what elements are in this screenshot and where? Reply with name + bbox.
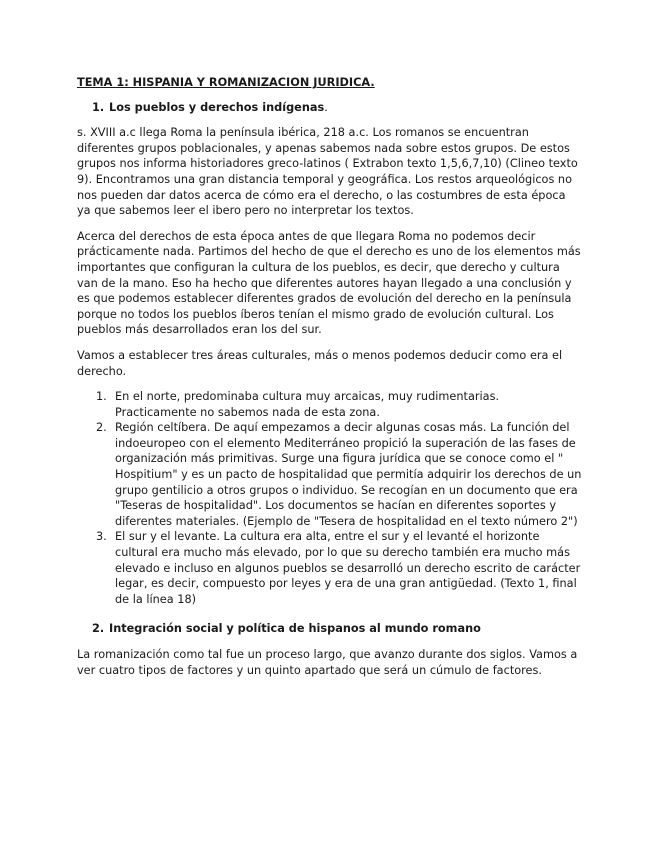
section-title-text: Integración social y política de hispanos al mundo romano [109, 622, 481, 636]
cultural-areas-list [77, 389, 582, 607]
list-item [77, 529, 582, 607]
section-1-heading [77, 100, 582, 116]
list-item-number: 3. [96, 530, 107, 544]
paragraph: Acerca del derechos de esta época antes de que llegara Roma no podemos decir prácticamente nada. Partimos del hecho de que el derecho es uno de los elementos más importantes que configuran la cultura de los pueblos, es decir, que derecho y cultura van de la mano. Eso ha hecho que diferentes autores hayan llegado a una conclusión y es que podemos establecer diferentes grados de evolución del derecho en la península porque no todos los pueblos íberos tenían el mismo grado de evolución cultural. Los pueblos más desarrollados eran los del sur. [77, 229, 581, 337]
list-item-text: Región celtíbera. De aquí empezamos a decir algunas cosas más. La función del indoeuropeo con el elemento Mediterráneo propició la superación de las fases de organización más primitivas. Surge una figura jurídica que se conoce como el " Hospitium" y es un pacto de hospitalidad que permitía adquirir los derechos de un grupo gentilicio a otros grupos o individuo. Se recogían en un documento que era "Teseras de hospitalidad". Los documentos se hacían en diferentes soportes y diferentes materiales. (Ejemplo de "Tesera de hospitalidad en el texto número 2") [115, 421, 582, 528]
paragraph: La romanización como tal fue un proceso largo, que avanzo durante dos siglos. Vamos a ver cuatro tipos de factores y un quinto apartado que será un cúmulo de factores. [77, 648, 578, 677]
list-item [77, 389, 582, 420]
list-item [77, 420, 582, 529]
section-number: 2. [92, 622, 105, 636]
list-item-text: En el norte, predominaba cultura muy arcaicas, muy rudimentarias. Practicamente no sabemos nada de esta zona. [115, 390, 500, 419]
document-title: TEMA 1: HISPANIA Y ROMANIZACION JURIDICA. [77, 76, 375, 89]
paragraph: Vamos a establecer tres áreas culturales, más o menos podemos deducir como era el derecho. [77, 348, 563, 378]
list-item-number: 1. [96, 390, 107, 404]
document-page [77, 75, 582, 688]
section-title-text: Los pueblos y derechos indígenas [109, 100, 325, 114]
list-item-text: El sur y el levante. La cultura era alta, entre el sur y el levanté el horizonte cultural era mucho más elevado, por lo que su derecho también era mucho más elevado e incluso en algunos pueblos se desarrolló un derecho escrito de carácter legar, es decir, compuesto por leyes y era de una gran antigüedad. (Texto 1, final de la línea 18) [115, 530, 581, 606]
paragraph: s. XVIII a.c llega Roma la península ibérica, 218 a.c. Los romanos se encuentran diferentes grupos poblacionales, y apenas sabemos nada sobre estos grupos. De estos grupos nos informa historiadores greco-latinos ( Extrabon texto 1,5,6,7,10) (Clineo texto 9). Encontramos una gran distancia temporal y geográfica. Los restos arqueológicos no nos pueden dar datos acerca de cómo era el derecho, o las costumbres de esta época ya que sabemos leer el ibero pero no interpretar los textos. [77, 126, 578, 218]
section-2-heading [77, 621, 582, 637]
section-title [109, 100, 328, 116]
section-title-trail: . [324, 100, 328, 114]
section-number: 1. [92, 100, 105, 114]
list-item-number: 2. [96, 421, 107, 435]
